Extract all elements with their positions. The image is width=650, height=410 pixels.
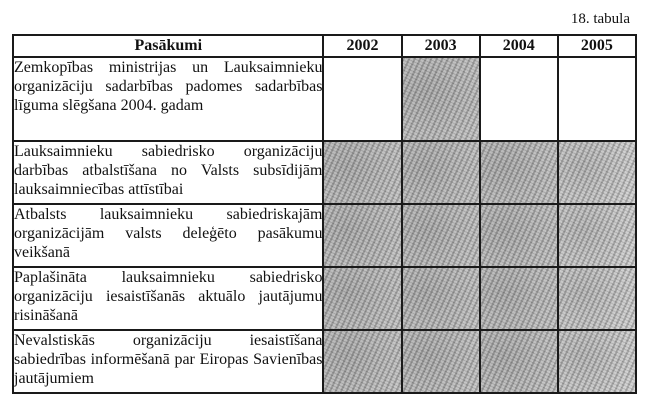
year-cell-2005: [558, 141, 636, 204]
year-cell-2002: [323, 204, 401, 267]
year-cell-2002: [323, 57, 401, 141]
year-cell-2005: [558, 204, 636, 267]
header-2005: 2005: [558, 35, 636, 57]
activity-cell: Atbalsts lauksaimnieku sabiedriskajām organizācijām valsts deleģēto pasākumu veikšanā: [13, 204, 323, 267]
table-row: [13, 141, 636, 204]
year-cell-2005: [558, 57, 636, 141]
table-row: [13, 204, 636, 267]
activity-cell: Lauksaimnieku sabiedrisko organizāciju darbības atbalstīšana no Valsts subsīdijām lauksaimniecības attīstībai: [13, 141, 323, 204]
year-cell-2003: [402, 267, 480, 330]
year-cell-2003: [402, 141, 480, 204]
year-cell-2005: [558, 267, 636, 330]
activities-table: [12, 34, 637, 394]
header-2004: 2004: [480, 35, 558, 57]
year-cell-2003: [402, 57, 480, 141]
activity-cell: Zemkopības ministrijas un Lauksaimnieku organizāciju sadarbības padomes sadarbības līguma slēgšana 2004. gadam: [13, 57, 323, 141]
year-cell-2004: [480, 141, 558, 204]
year-cell-2002: [323, 330, 401, 393]
table-row: [13, 267, 636, 330]
header-2003: 2003: [402, 35, 480, 57]
activity-cell: Paplašināta lauksaimnieku sabiedrisko organizāciju iesaistīšanās aktuālo jautājumu risināšanā: [13, 267, 323, 330]
year-cell-2004: [480, 267, 558, 330]
table-header-row: [13, 35, 636, 57]
table-row: [13, 57, 636, 141]
year-cell-2004: [480, 57, 558, 141]
year-cell-2005: [558, 330, 636, 393]
year-cell-2003: [402, 330, 480, 393]
year-cell-2003: [402, 204, 480, 267]
table-row: [13, 330, 636, 393]
year-cell-2002: [323, 267, 401, 330]
year-cell-2002: [323, 141, 401, 204]
header-activities: Pasākumi: [13, 35, 323, 57]
year-cell-2004: [480, 330, 558, 393]
activity-cell: Nevalstiskās organizāciju iesaistīšana sabiedrības informēšanā par Eiropas Savienības jautājumiem: [13, 330, 323, 393]
year-cell-2004: [480, 204, 558, 267]
table-caption: 18. tabula: [570, 11, 630, 27]
header-2002: 2002: [323, 35, 401, 57]
